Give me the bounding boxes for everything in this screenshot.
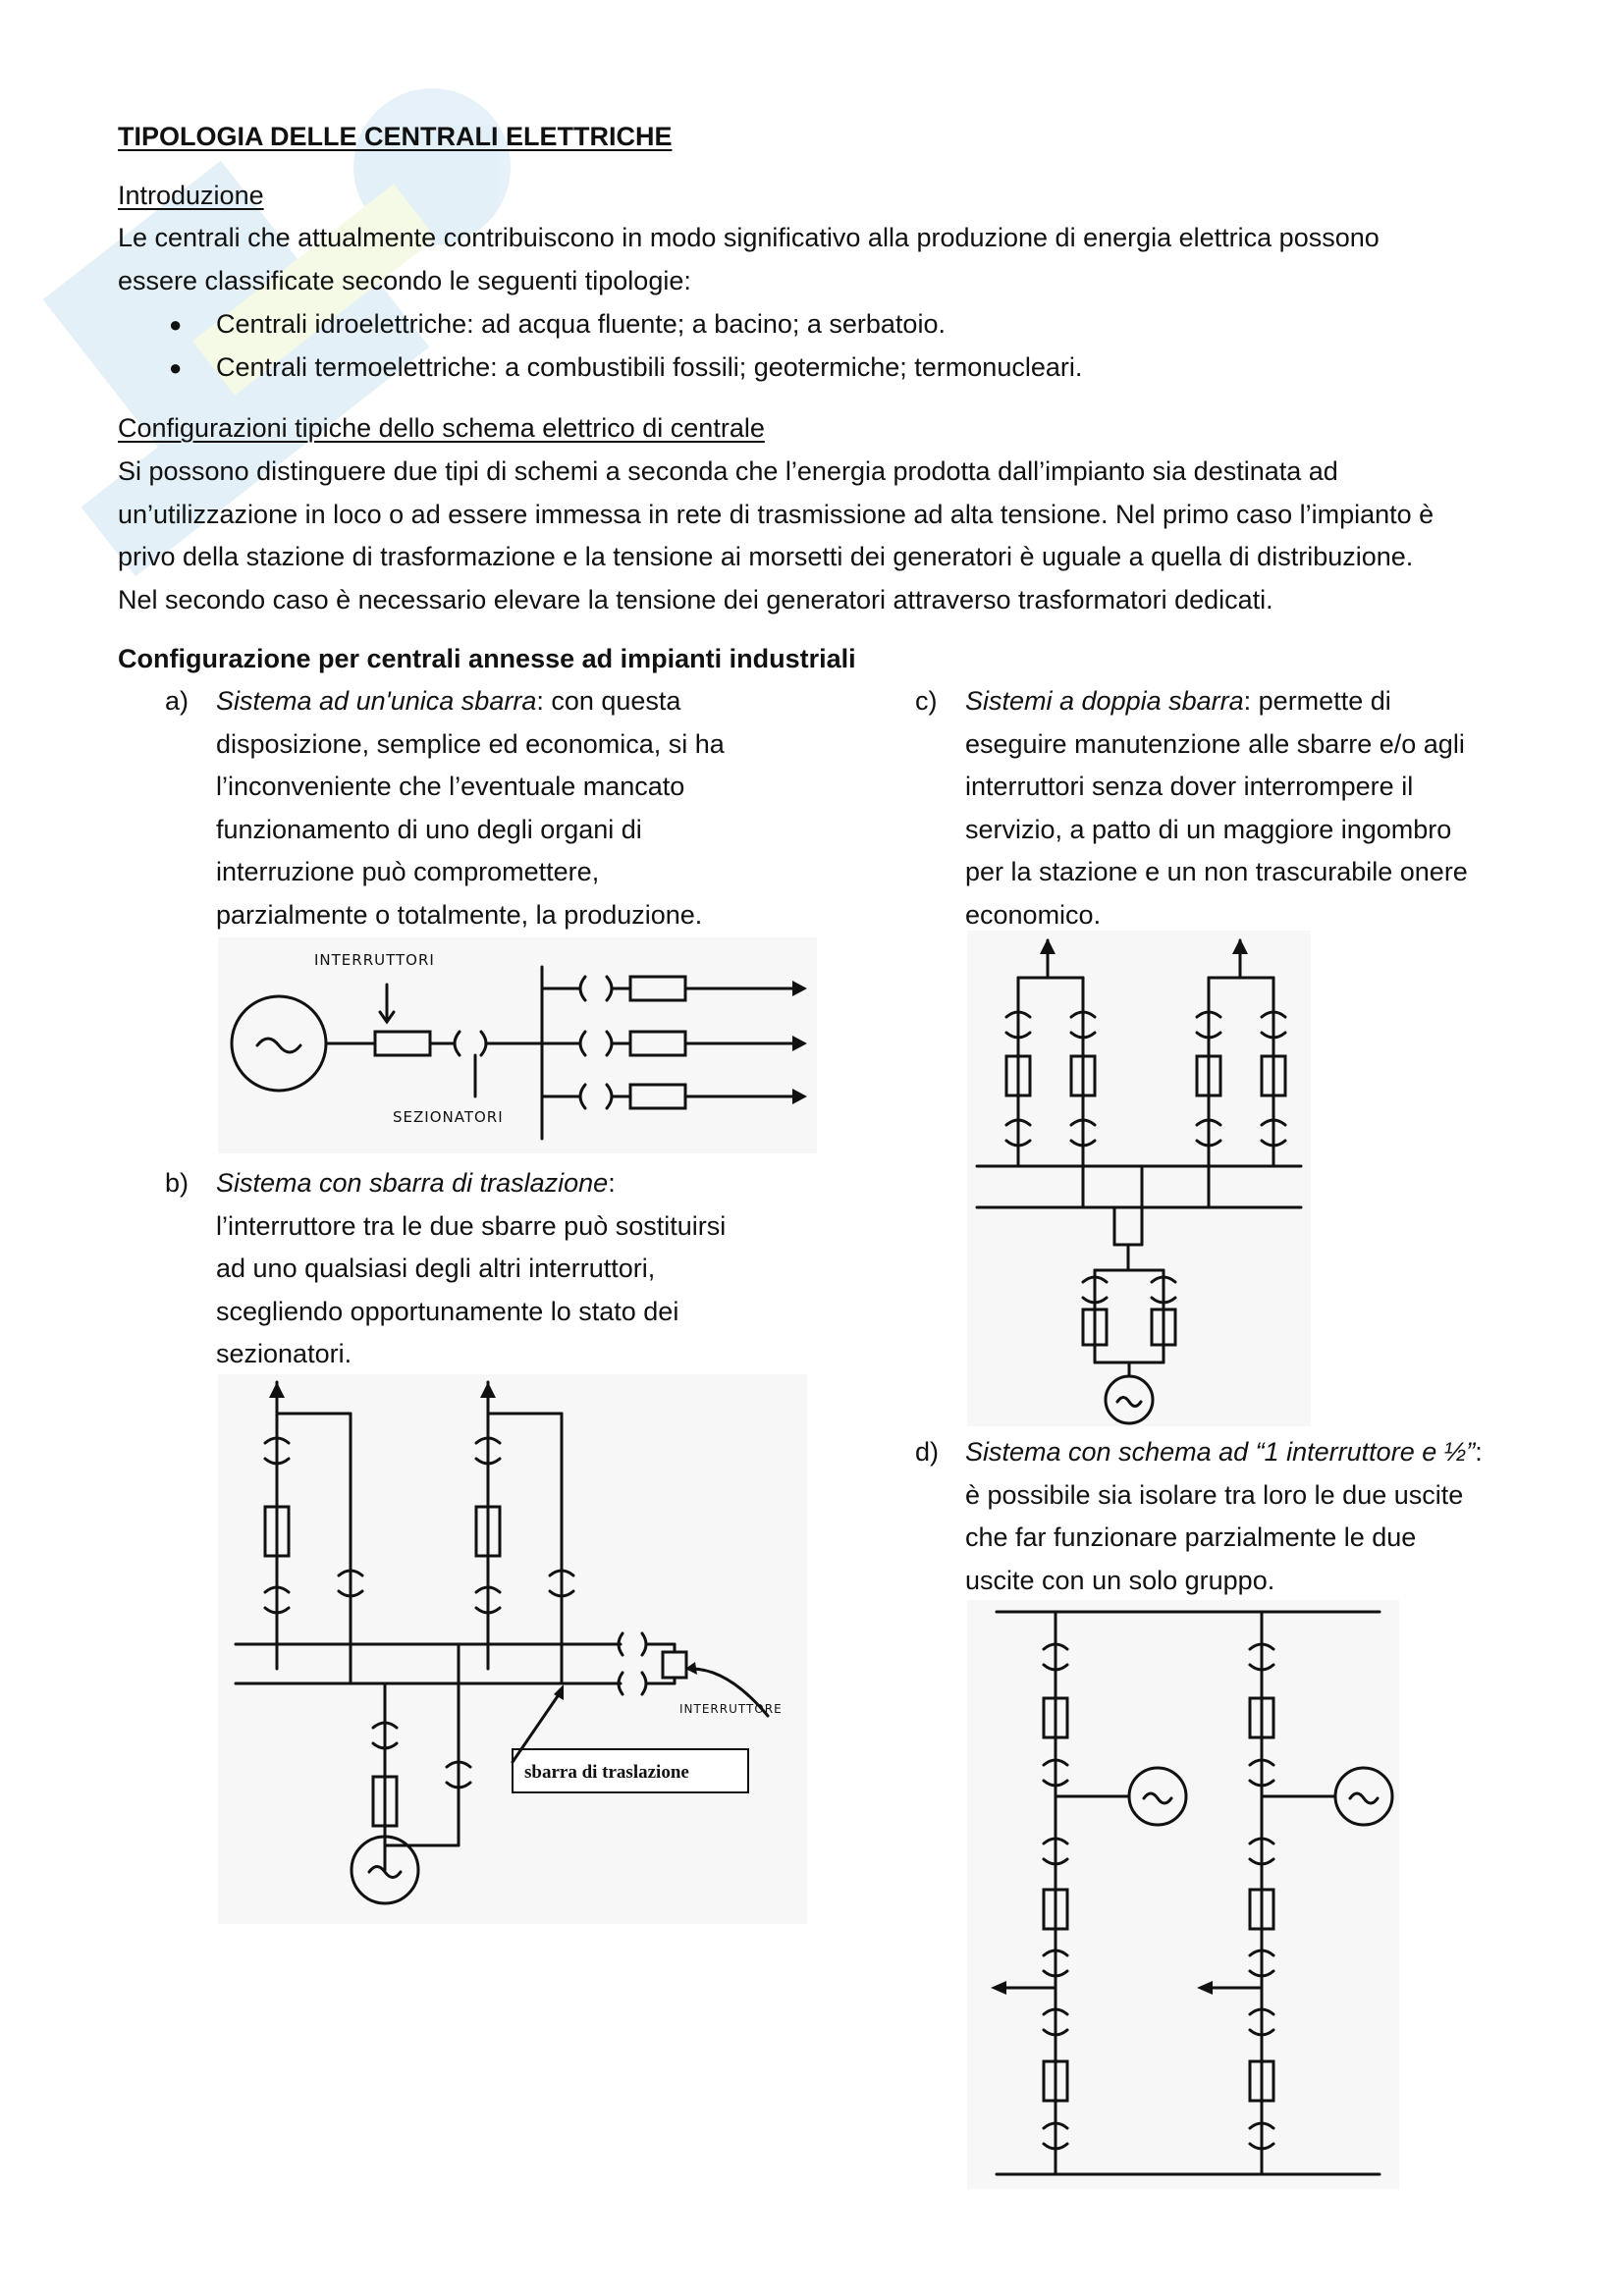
intro-line: essere classificate secondo le seguenti tipologie: xyxy=(118,266,691,295)
item-a-line: parzialmente o totalmente, la produzione. xyxy=(216,900,703,930)
item-b-rest: : xyxy=(608,1168,616,1198)
item-b-line: l’interruttore tra le due sbarre può sostituirsi xyxy=(216,1211,727,1241)
label-interruttori: INTERRUTTORI xyxy=(314,951,435,969)
figure-breaker-and-half xyxy=(967,1600,1399,2189)
bullet-dot: ● xyxy=(169,355,183,380)
label-sezionatori: SEZIONATORI xyxy=(393,1108,504,1126)
item-b-line: ad uno qualsiasi degli altri interruttori, xyxy=(216,1254,656,1283)
item-c-line: per la stazione e un non trascurabile onere xyxy=(965,857,1468,886)
item-a-line: disposizione, semplice ed economica, si ha xyxy=(216,729,725,759)
item-c-line: eseguire manutenzione alle sbarre e/o agli xyxy=(965,729,1465,759)
item-b-line: scegliendo opportunamente lo stato dei xyxy=(216,1297,679,1326)
item-c-line: interruttori senza dover interrompere il xyxy=(965,772,1414,801)
intro-heading: Introduzione xyxy=(118,181,264,210)
label-interruttore: INTERRUTTORE xyxy=(679,1702,783,1716)
item-a-line: funzionamento di uno degli organi di xyxy=(216,815,642,844)
item-b-marker: b) xyxy=(165,1168,189,1198)
config-line: Nel secondo caso è necessario elevare la tensione dei generatori attraverso trasformatori dedicati. xyxy=(118,585,1273,614)
item-d-rest: : xyxy=(1475,1437,1483,1467)
config-line: privo della stazione di trasformazione e la tensione ai morsetti dei generatori è uguale a quella di distribuzione. xyxy=(118,542,1414,571)
figure-single-busbar xyxy=(218,937,817,1153)
item-d-line: che far funzionare parzialmente le due xyxy=(965,1522,1417,1552)
item-a-title: Sistema ad un'unica sbarra xyxy=(216,686,537,716)
config-line: Si possono distinguere due tipi di schemi a seconda che l’energia prodotta dall’impianto sia destinata ad xyxy=(118,456,1338,486)
item-b-title: Sistema con sbarra di traslazione xyxy=(216,1168,609,1198)
industrial-heading: Configurazione per centrali annesse ad impianti industriali xyxy=(118,644,856,673)
item-a-rest: : con questa xyxy=(536,686,681,716)
item-c-first-line xyxy=(965,680,1391,723)
item-c-rest: : permette di xyxy=(1243,686,1391,716)
label-sbarra-traslazione: sbarra di traslazione xyxy=(524,1762,689,1783)
item-a-marker: a) xyxy=(165,686,189,716)
item-a-line: interruzione può compromettere, xyxy=(216,857,600,886)
intro-bullet: Centrali termoelettriche: a combustibili fossili; geotermiche; termonucleari. xyxy=(216,352,1083,382)
item-d-line: è possibile sia isolare tra loro le due uscite xyxy=(965,1480,1464,1510)
config-heading: Configurazioni tipiche dello schema elettrico di centrale xyxy=(118,413,765,443)
item-a-first-line xyxy=(216,680,680,723)
intro-bullet: Centrali idroelettriche: ad acqua fluente; a bacino; a serbatoio. xyxy=(216,309,946,339)
item-b-line: sezionatori. xyxy=(216,1339,352,1368)
figure-double-busbar xyxy=(967,931,1311,1426)
item-a-line: l’inconveniente che l’eventuale mancato xyxy=(216,772,685,801)
item-b-first-line xyxy=(216,1162,616,1205)
item-c-line: economico. xyxy=(965,900,1102,930)
item-c-title: Sistemi a doppia sbarra xyxy=(965,686,1244,716)
page-title: TIPOLOGIA DELLE CENTRALI ELETTRICHE xyxy=(118,122,673,151)
intro-line: Le centrali che attualmente contribuiscono in modo significativo alla produzione di energia elettrica possono xyxy=(118,223,1380,252)
item-c-marker: c) xyxy=(915,686,938,716)
bullet-dot: ● xyxy=(169,312,183,337)
item-d-line: uscite con un solo gruppo. xyxy=(965,1566,1275,1595)
item-d-marker: d) xyxy=(915,1437,940,1467)
config-line: un’utilizzazione in loco o ad essere immessa in rete di trasmissione ad alta tensione. Nel primo caso l’impianto è xyxy=(118,500,1435,529)
item-d-title: Sistema con schema ad “1 interruttore e ½” xyxy=(965,1437,1476,1467)
item-c-line: servizio, a patto di un maggiore ingombro xyxy=(965,815,1452,844)
figure-transfer-busbar xyxy=(218,1374,807,1924)
item-d-first-line xyxy=(965,1431,1483,1474)
